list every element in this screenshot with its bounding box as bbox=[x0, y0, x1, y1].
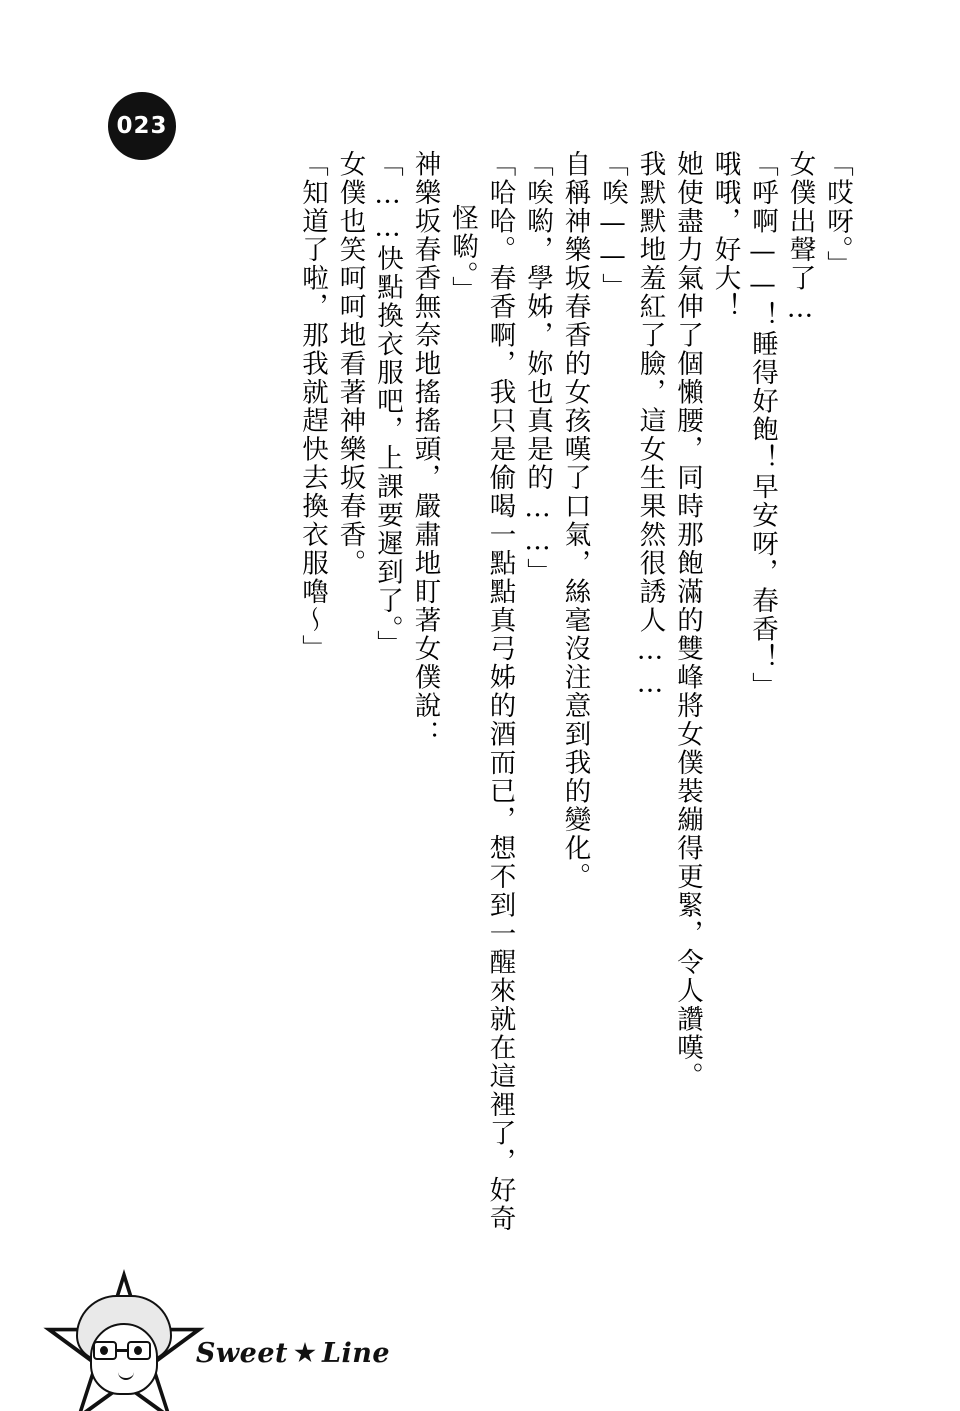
girl-illustration bbox=[70, 1293, 182, 1405]
footer-decoration bbox=[18, 1226, 418, 1411]
page-number-badge: 023 bbox=[108, 92, 176, 160]
text-column: 怪喲。」 bbox=[447, 204, 478, 305]
logo-text-right: Line bbox=[322, 1337, 391, 1369]
text-column: 我默默地羞紅了臉，這女生果然很誘人…… bbox=[634, 150, 666, 701]
text-column: 「唉喲，學姊，妳也真是的……」 bbox=[522, 150, 553, 587]
text-column: 女僕也笑呵呵地看著神樂坂春香。 bbox=[334, 150, 366, 578]
text-column: 神樂坂春香無奈地搖搖頭，嚴肅地盯著女僕說： bbox=[409, 150, 441, 749]
text-column: 「……快點換衣服吧，上課要遲到了。」 bbox=[372, 150, 403, 659]
text-column: 女僕出聲了… bbox=[784, 150, 816, 326]
imprint-logo bbox=[188, 1327, 398, 1379]
text-column: 哦哦，好大！ bbox=[709, 150, 741, 321]
glasses-bridge-icon bbox=[117, 1349, 127, 1352]
text-column: 「哎呀。」 bbox=[822, 150, 853, 280]
eye-right bbox=[134, 1346, 142, 1355]
text-column: 「知道了啦，那我就趕快去換衣服嚕～」 bbox=[297, 150, 328, 663]
text-column: 自稱神樂坂春香的女孩嘆了口氣，絲毫沒注意到我的變化。 bbox=[559, 150, 591, 891]
text-column: 「唉——」 bbox=[597, 150, 628, 302]
star-icon bbox=[294, 1342, 316, 1364]
text-column: 「呼啊——！睡得好飽！早安呀，春香！」 bbox=[747, 150, 778, 701]
eye-left bbox=[100, 1346, 108, 1355]
vertical-text-body bbox=[60, 150, 853, 1233]
logo-text-left: Sweet bbox=[195, 1337, 288, 1369]
text-column: 「哈哈。春香啊，我只是偷喝一點點真弓姊的酒而已，想不到一醒來就在這裡了，好奇 bbox=[484, 150, 516, 1233]
text-column: 她使盡力氣伸了個懶腰，同時那飽滿的雙峰將女僕裝繃得更緊，令人讚嘆。 bbox=[672, 150, 703, 1091]
